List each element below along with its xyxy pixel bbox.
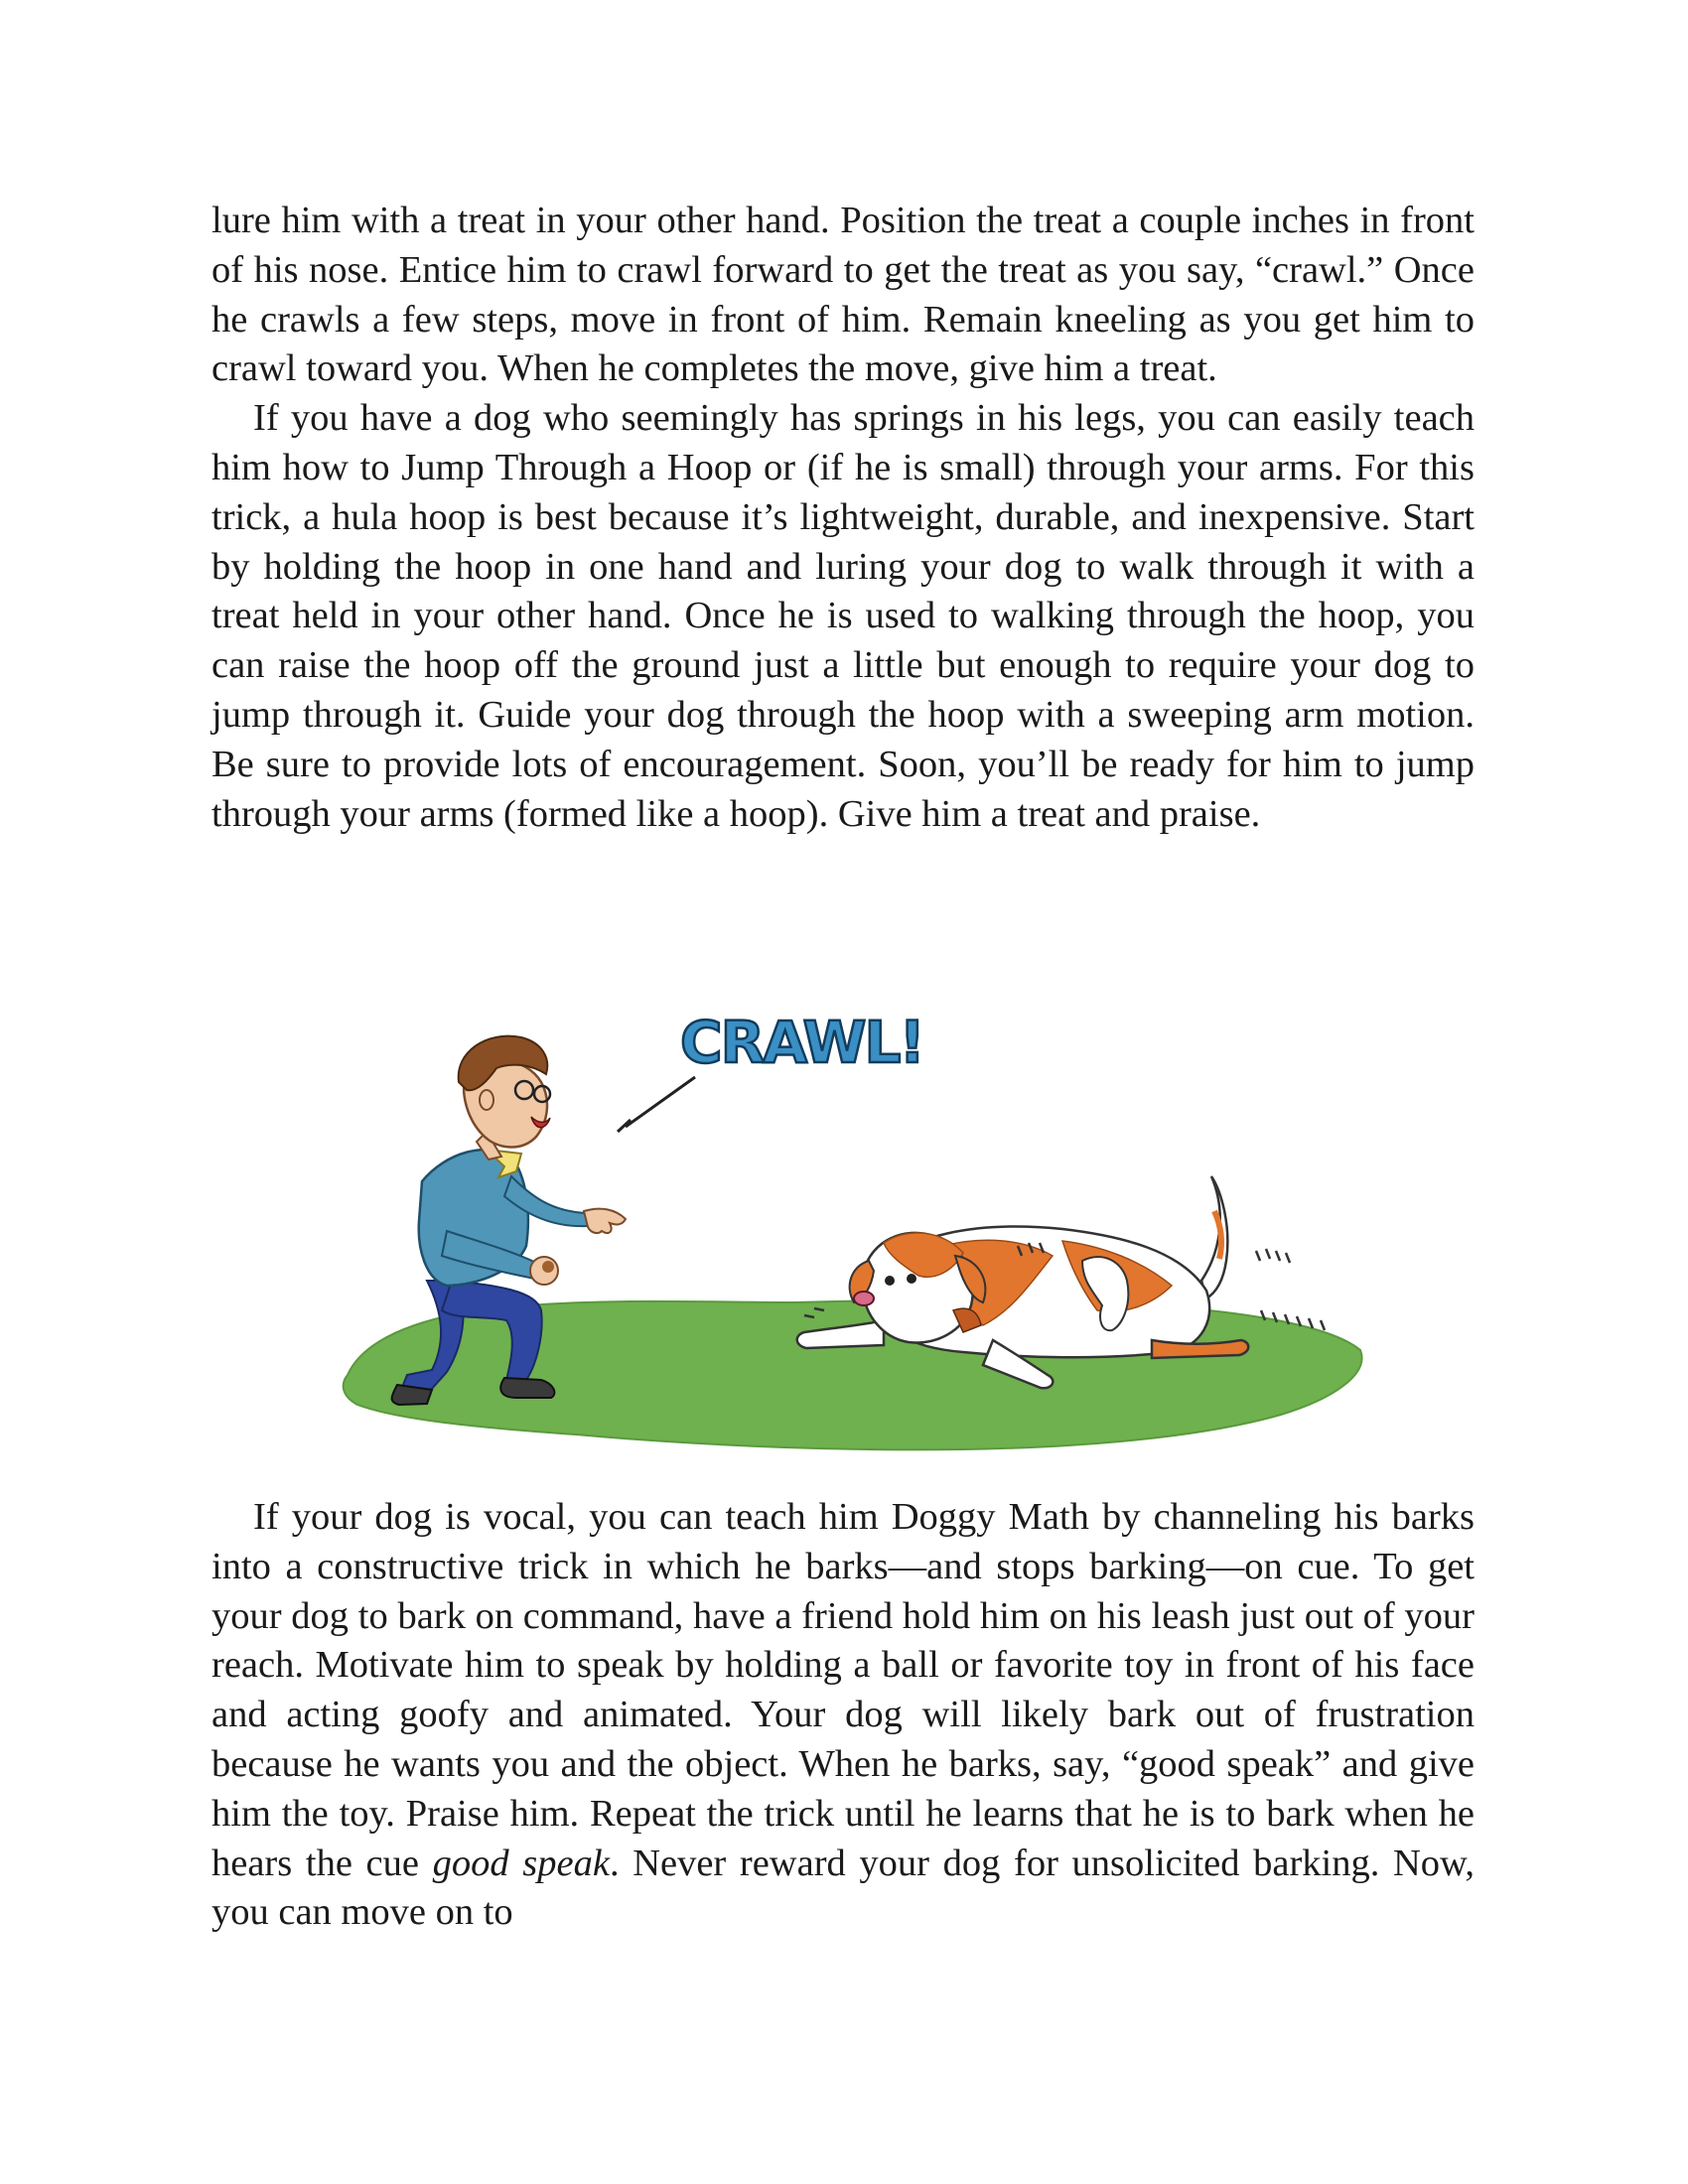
paragraph-crawl-continued: lure him with a treat in your other hand. Position the treat a couple inches in front of his nose. Entice him to crawl forward to get the treat as you say, “crawl.” Once he crawls a few steps, move in front of him. Remain kneeling as you get him to crawl toward you. When he completes the move, give him a treat.: [211, 200, 1475, 390]
crawl-illustration: [328, 983, 1380, 1459]
doggy-math-text-start: If your dog is vocal, you can teach him Doggy Math by channeling his barks into a constructive trick in which he barks—and stops barking—on cue. To get your dog to bark on command, have a friend hold him on his leash just out of your reach. Motivate him to speak by holding a ball or favorite toy in front of his face and acting goofy and animated. Your dog will likely bark out of frustration because he wants you and the object. When he barks, say, “good speak” and give him the toy. Praise him. Repeat the trick until he learns that he is to bark when he hears the cue: [211, 1496, 1475, 1884]
doggy-math-text-end: . Never reward your dog for unsolicited barking. Now, you can move on to: [211, 1842, 1475, 1934]
cue-italic: good speak: [432, 1842, 610, 1884]
paragraph-jump-through-hoop: If you have a dog who seemingly has springs in his legs, you can easily teach him how to Jump Through a Hoop or (if he is small) through your arms. For this trick, a hula hoop is best because it’s lightweight, durable, and inexpensive. Start by holding the hoop in one hand and luring your dog to walk through it with a treat held in your other hand. Once he is used to walking through the hoop, you can raise the hoop off the ground just a little but enough to require your dog to jump through it. Guide your dog through the hoop with a sweeping arm motion. Be sure to provide lots of encouragement. Soon, you’ll be ready for him to jump through your arms (formed like a hoop). Give him a treat and praise.: [211, 397, 1475, 835]
paragraph-doggy-math: [211, 1493, 1475, 1938]
speech-bubble-text: CRAWL!: [680, 1009, 923, 1076]
grass-patch: [344, 1300, 1362, 1449]
bottom-text-block: [211, 1493, 1475, 1938]
top-text-block: [211, 197, 1475, 839]
crawl-illustration-svg: [328, 983, 1380, 1459]
speech-line: [626, 1077, 695, 1127]
